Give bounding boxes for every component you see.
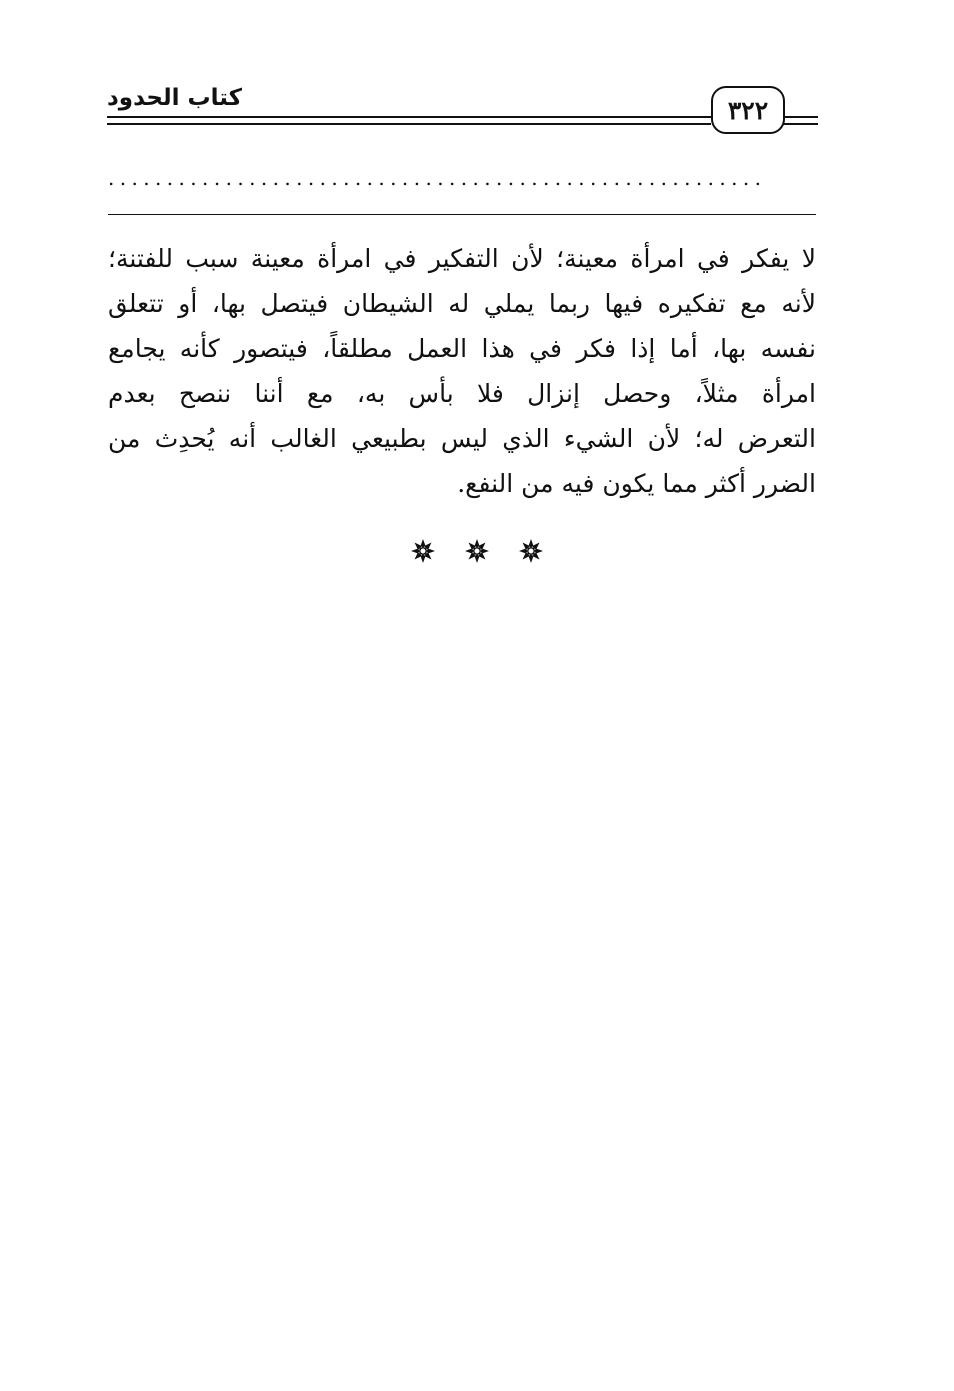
paragraph-line: امرأة مثلاً، وحصل إنزال فلا بأس به، مع أننا ننصح بعدم bbox=[108, 379, 816, 408]
section-divider bbox=[108, 214, 816, 215]
page-number bbox=[711, 86, 785, 134]
paragraph-line: التعرض له؛ لأن الشيء الذي ليس بطبيعي الغالب أنه يُحدِث من bbox=[108, 424, 816, 453]
book-title: كتاب الحدود bbox=[107, 85, 243, 111]
dotted-separator: ........................................................ bbox=[108, 166, 767, 190]
flower-ornament-icon bbox=[518, 538, 544, 564]
page-number-text: ٣٢٢ bbox=[727, 95, 769, 125]
body-paragraph bbox=[108, 236, 816, 506]
header-rule-left bbox=[107, 116, 711, 125]
paragraph-line: لأنه مع تفكيره فيها ربما يملي له الشيطان فيتصل بها، أو تتعلق bbox=[108, 289, 816, 318]
flower-ornament-icon bbox=[410, 538, 436, 564]
header-rule-right bbox=[781, 116, 818, 125]
page-header bbox=[107, 82, 818, 138]
section-end-ornament bbox=[0, 538, 954, 564]
paragraph-line: نفسه بها، أما إذا فكر في هذا العمل مطلقاً، فيتصور كأنه يجامع bbox=[108, 334, 816, 363]
flower-ornament-icon bbox=[464, 538, 490, 564]
paragraph-line: الضرر أكثر مما يكون فيه من النفع. bbox=[457, 469, 816, 498]
paragraph-line: لا يفكر في امرأة معينة؛ لأن التفكير في امرأة معينة سبب للفتنة؛ bbox=[108, 244, 816, 273]
